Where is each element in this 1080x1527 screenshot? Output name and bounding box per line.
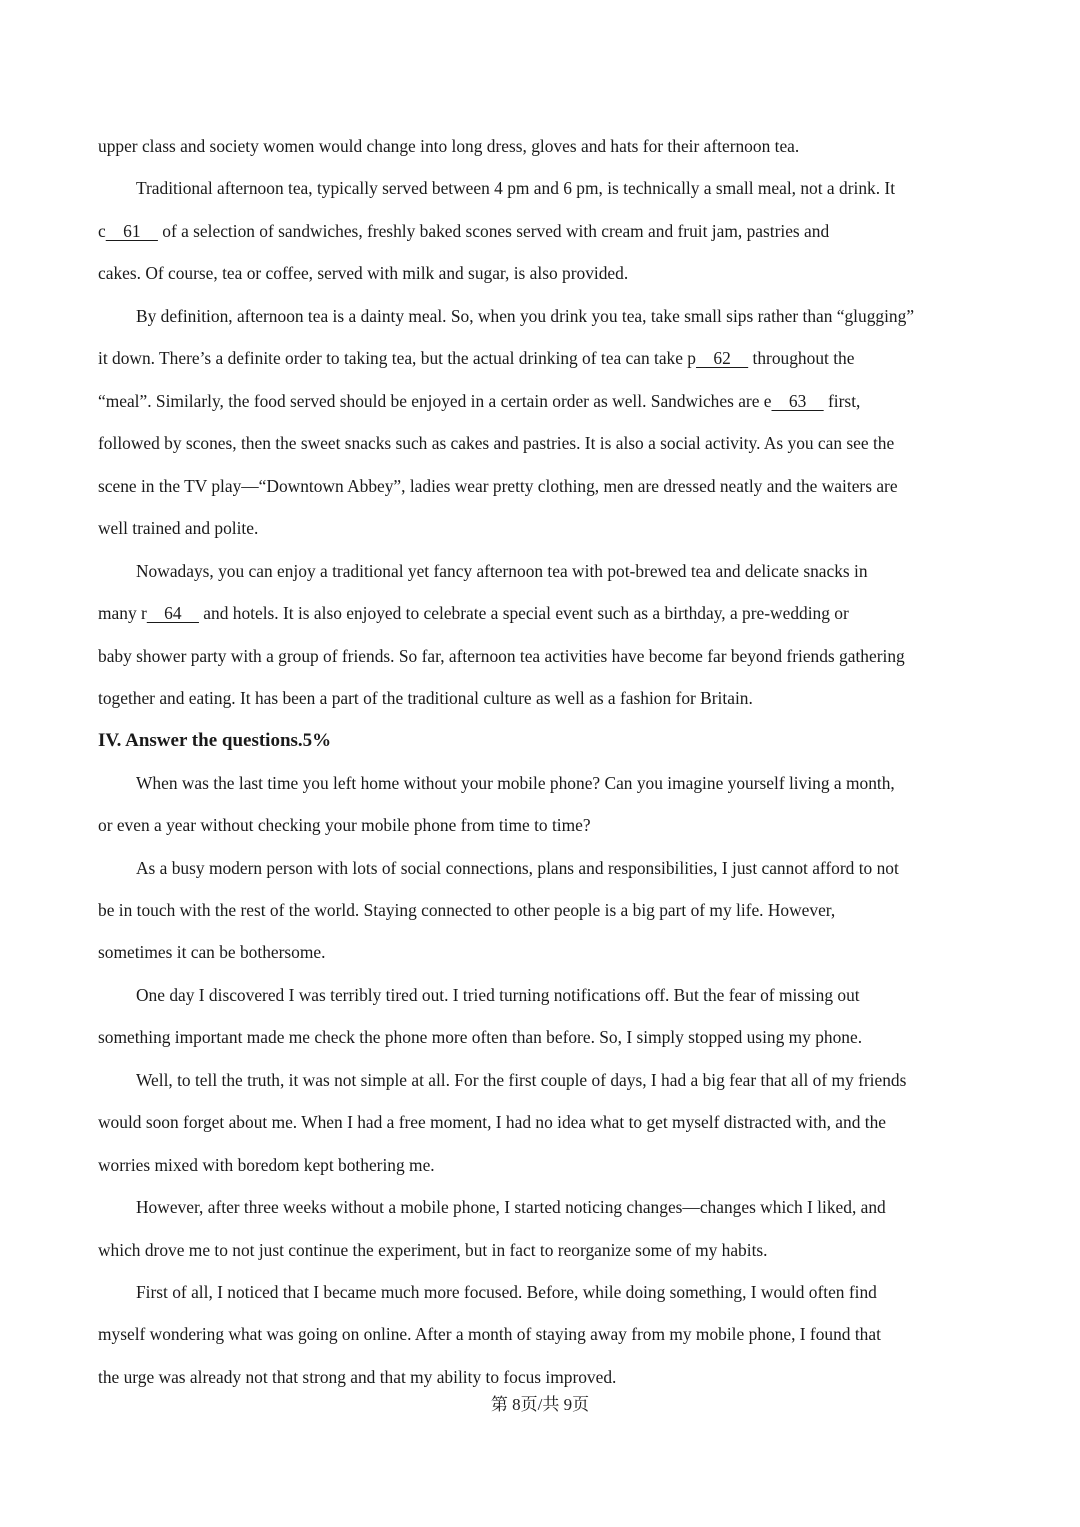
paragraph-start: When was the last time you left home without your mobile phone? Can you imagine yourself living a month, <box>136 773 895 793</box>
text-line: followed by scones, then the sweet snacks such as cakes and pastries. It is also a social activity. As you can see the <box>98 433 895 453</box>
blank-64[interactable]: 64 <box>146 603 199 623</box>
paragraph-start: As a busy modern person with lots of social connections, plans and responsibilities, I just cannot afford to not <box>136 858 899 878</box>
paragraph-start: One day I discovered I was terribly tired out. I tried turning notifications off. But the fear of missing out <box>136 985 860 1005</box>
text-fragment: “meal”. Similarly, the food served should be enjoyed in a certain order as well. Sandwiches are e <box>98 391 772 411</box>
text-fragment: throughout the <box>748 348 855 368</box>
text-line: the urge was already not that strong and that my ability to focus improved. <box>98 1367 617 1387</box>
text-line: something important made me check the phone more often than before. So, I simply stopped using my phone. <box>98 1027 863 1047</box>
paragraph-start: First of all, I noticed that I became much more focused. Before, while doing something, I would often find <box>136 1282 877 1302</box>
paragraph-start: However, after three weeks without a mobile phone, I started noticing changes—changes which I liked, and <box>136 1197 886 1217</box>
text-line: cakes. Of course, tea or coffee, served with milk and sugar, is also provided. <box>98 263 629 283</box>
text-line: well trained and polite. <box>98 518 259 538</box>
section-heading: IV. Answer the questions.5% <box>98 730 332 751</box>
text-line: upper class and society women would change into long dress, gloves and hats for their afternoon tea. <box>98 136 800 156</box>
text-line: myself wondering what was going on online. After a month of staying away from my mobile phone, I found that <box>98 1324 881 1344</box>
paragraph-start: Nowadays, you can enjoy a traditional yet fancy afternoon tea with pot-brewed tea and delicate snacks in <box>136 561 868 581</box>
text-line: worries mixed with boredom kept bothering me. <box>98 1155 435 1175</box>
text-line: scene in the TV play—“Downtown Abbey”, ladies wear pretty clothing, men are dressed neatly and the waiters are <box>98 476 898 496</box>
text-line: which drove me to not just continue the experiment, but in fact to reorganize some of my habits. <box>98 1240 768 1260</box>
text-line: would soon forget about me. When I had a free moment, I had no idea what to get myself distracted with, and the <box>98 1112 886 1132</box>
text-fragment: first, <box>823 391 861 411</box>
text-line: sometimes it can be bothersome. <box>98 942 326 962</box>
text-fragment: many r <box>98 603 147 623</box>
page-number-footer: 第 8页/共 9页 <box>490 1395 590 1414</box>
paragraph-start: By definition, afternoon tea is a dainty meal. So, when you drink you tea, take small sips rather than “glugging” <box>136 306 915 326</box>
text-line: together and eating. It has been a part of the traditional culture as well as a fashion for Britain. <box>98 688 753 708</box>
text-fragment: and hotels. It is also enjoyed to celebrate a special event such as a birthday, a pre-wedding or <box>198 603 849 623</box>
text-line: or even a year without checking your mobile phone from time to time? <box>98 815 591 835</box>
paragraph-start: Traditional afternoon tea, typically served between 4 pm and 6 pm, is technically a small meal, not a drink. It <box>136 178 896 198</box>
text-line-with-blank <box>98 390 998 412</box>
text-line: baby shower party with a group of friends. So far, afternoon tea activities have become far beyond friends gathering <box>98 646 905 666</box>
blank-61[interactable]: 61 <box>105 221 158 241</box>
text-line-with-blank <box>98 220 998 242</box>
blank-62[interactable]: 62 <box>696 348 749 368</box>
text-fragment: c <box>98 221 106 241</box>
blank-63[interactable]: 63 <box>771 391 824 411</box>
text-line-with-blank <box>98 347 998 369</box>
text-line-with-blank <box>98 602 998 624</box>
paragraph-start: Well, to tell the truth, it was not simple at all. For the first couple of days, I had a big fear that all of my friends <box>136 1070 907 1090</box>
text-line: be in touch with the rest of the world. Staying connected to other people is a big part of my life. However, <box>98 900 836 920</box>
text-fragment: it down. There’s a definite order to taking tea, but the actual drinking of tea can take p <box>98 348 696 368</box>
text-fragment: of a selection of sandwiches, freshly baked scones served with cream and fruit jam, pastries and <box>157 221 830 241</box>
